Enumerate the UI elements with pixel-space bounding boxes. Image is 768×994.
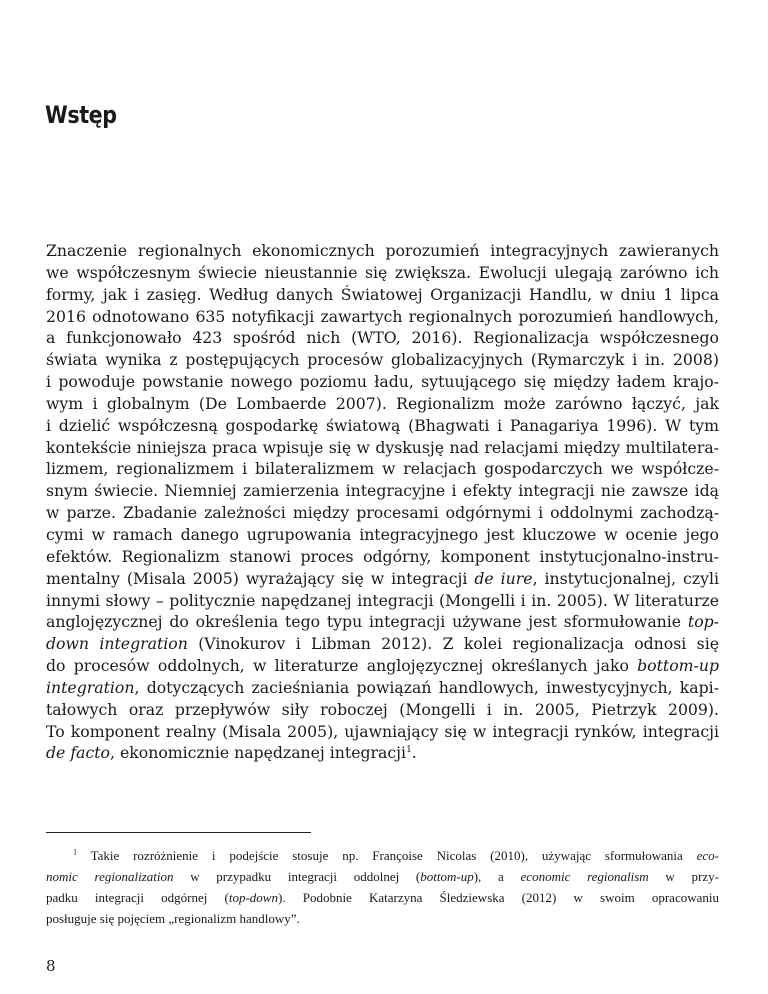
text-run: , instytucjonalnej, czyli xyxy=(532,568,719,588)
text-line: formy, jak i zasięg. Według danych Światowej Organizacji Handlu, w dniu 1 lipca xyxy=(46,284,719,304)
italic-term: de iure xyxy=(474,568,533,588)
italic-term: economic regionalism xyxy=(520,869,649,884)
italic-term: bottom-up xyxy=(420,869,474,884)
italic-term: nomic regionalization xyxy=(46,869,174,884)
footnote-separator xyxy=(46,832,311,833)
text-line: kontekście niniejsza praca wpisuje się w dyskusję nad relacjami między multilatera- xyxy=(46,437,719,457)
text-run: , ekonomicznie napędzanej integracji xyxy=(110,743,407,763)
text-line: a funkcjonowało 423 spośród nich (WTO, 2016). Regionalizacja współczesnego xyxy=(46,328,719,348)
text-run: mentalny (Misala 2005) wyrażający się w integracji xyxy=(46,568,475,588)
text-line: tałowych oraz przepływów siły roboczej (Mongelli i in. 2005, Pietrzyk 2009). xyxy=(46,699,719,719)
text-line: efektów. Regionalizm stanowi proces odgórny, komponent instytucjonalno-instru- xyxy=(46,546,719,566)
footnote xyxy=(46,845,719,929)
text-line xyxy=(46,655,719,677)
text-run: ), a xyxy=(473,869,521,884)
text-line: Znaczenie regionalnych ekonomicznych porozumień integracyjnych zawieranych xyxy=(46,241,719,260)
footnote-line: posługuje się pojęciem „regionalizm handlowy”. xyxy=(46,911,300,926)
text-line: cymi w ramach danego ugrupowania integracyjnego jest kluczowe w ocenie jego xyxy=(46,524,719,544)
text-run: w przy- xyxy=(648,869,719,884)
text-line: snym świecie. Niemniej zamierzenia integracyjne i efekty integracji nie zawsze idą xyxy=(46,481,719,501)
text-run: anglojęzycznej do określenia tego typu integracji używane jest sformułowanie xyxy=(46,612,688,632)
text-run: Takie rozróżnienie i podejście stosuje np. Françoise Nicolas (2010), używając sformułowania xyxy=(77,848,697,863)
italic-term: top- xyxy=(687,612,719,632)
body-paragraph xyxy=(46,240,719,764)
text-line: i powoduje powstanie nowego poziomu ładu, sytuującego się między ładem krajo- xyxy=(46,372,719,392)
italic-term: integration xyxy=(46,677,135,697)
text-line xyxy=(46,568,719,590)
text-line: lizmem, regionalizmem i bilateralizmem w relacjach gospodarczych we współcze- xyxy=(46,459,719,479)
text-line: 2016 odnotowano 635 notyfikacji zawartych regionalnych porozumień handlowych, xyxy=(46,306,719,326)
text-run: , dotyczących zacieśniania powiązań handlowych, inwestycyjnych, kapi- xyxy=(134,677,719,697)
text-run: w przypadku integracji oddolnej ( xyxy=(173,869,421,884)
text-line xyxy=(46,611,719,633)
page-number: 8 xyxy=(46,957,56,975)
footnote-line xyxy=(46,845,719,866)
footnote-reference[interactable]: 1 xyxy=(406,745,412,756)
text-run: (Vinokurov i Libman 2012). Z kolei regionalizacja odnosi się xyxy=(187,634,719,654)
text-line: wym i globalnym (De Lombaerde 2007). Regionalizm może zarówno łączyć, jak xyxy=(46,393,719,413)
text-line: i dzielić współczesną gospodarkę światową (Bhagwati i Panagariya 1996). W tym xyxy=(46,415,719,435)
text-line: To komponent realny (Misala 2005), ujawniający się w integracji rynków, integracji xyxy=(46,721,719,741)
footnote-line xyxy=(46,866,719,887)
italic-term: top-down xyxy=(228,890,278,905)
text-line: w parze. Zbadanie zależności między procesami odgórnymi i oddolnymi zachodzą- xyxy=(46,503,719,523)
text-line: innymi słowy – politycznie napędzanej integracji (Mongelli i in. 2005). W literaturze xyxy=(46,590,719,610)
text-line: świata wynika z postępujących procesów globalizacyjnych (Rymarczyk i in. 2008) xyxy=(46,350,719,370)
text-run: do procesów oddolnych, w literaturze anglojęzycznej określanych jako xyxy=(46,656,638,676)
italic-term: bottom-up xyxy=(637,656,719,676)
footnote-line xyxy=(46,887,719,908)
text-run: padku integracji odgórnej ( xyxy=(46,890,229,905)
italic-term: down integration xyxy=(46,634,188,654)
text-line: we współczesnym świecie nieustannie się zwiększa. Ewolucji ulegają zarówno ich xyxy=(46,262,719,282)
italic-term: eco- xyxy=(696,848,719,863)
italic-term: de facto xyxy=(46,743,111,763)
footnote-marker: 1 xyxy=(73,847,77,857)
text-run: ). Podobnie Katarzyna Śledziewska (2012) w swoim opracowaniu xyxy=(277,890,719,905)
text-line xyxy=(46,633,719,655)
text-line: de facto, ekonomicznie napędzanej integracji$^1$. xyxy=(46,743,417,763)
text-line xyxy=(46,677,719,699)
chapter-heading: Wstęp xyxy=(45,101,117,129)
